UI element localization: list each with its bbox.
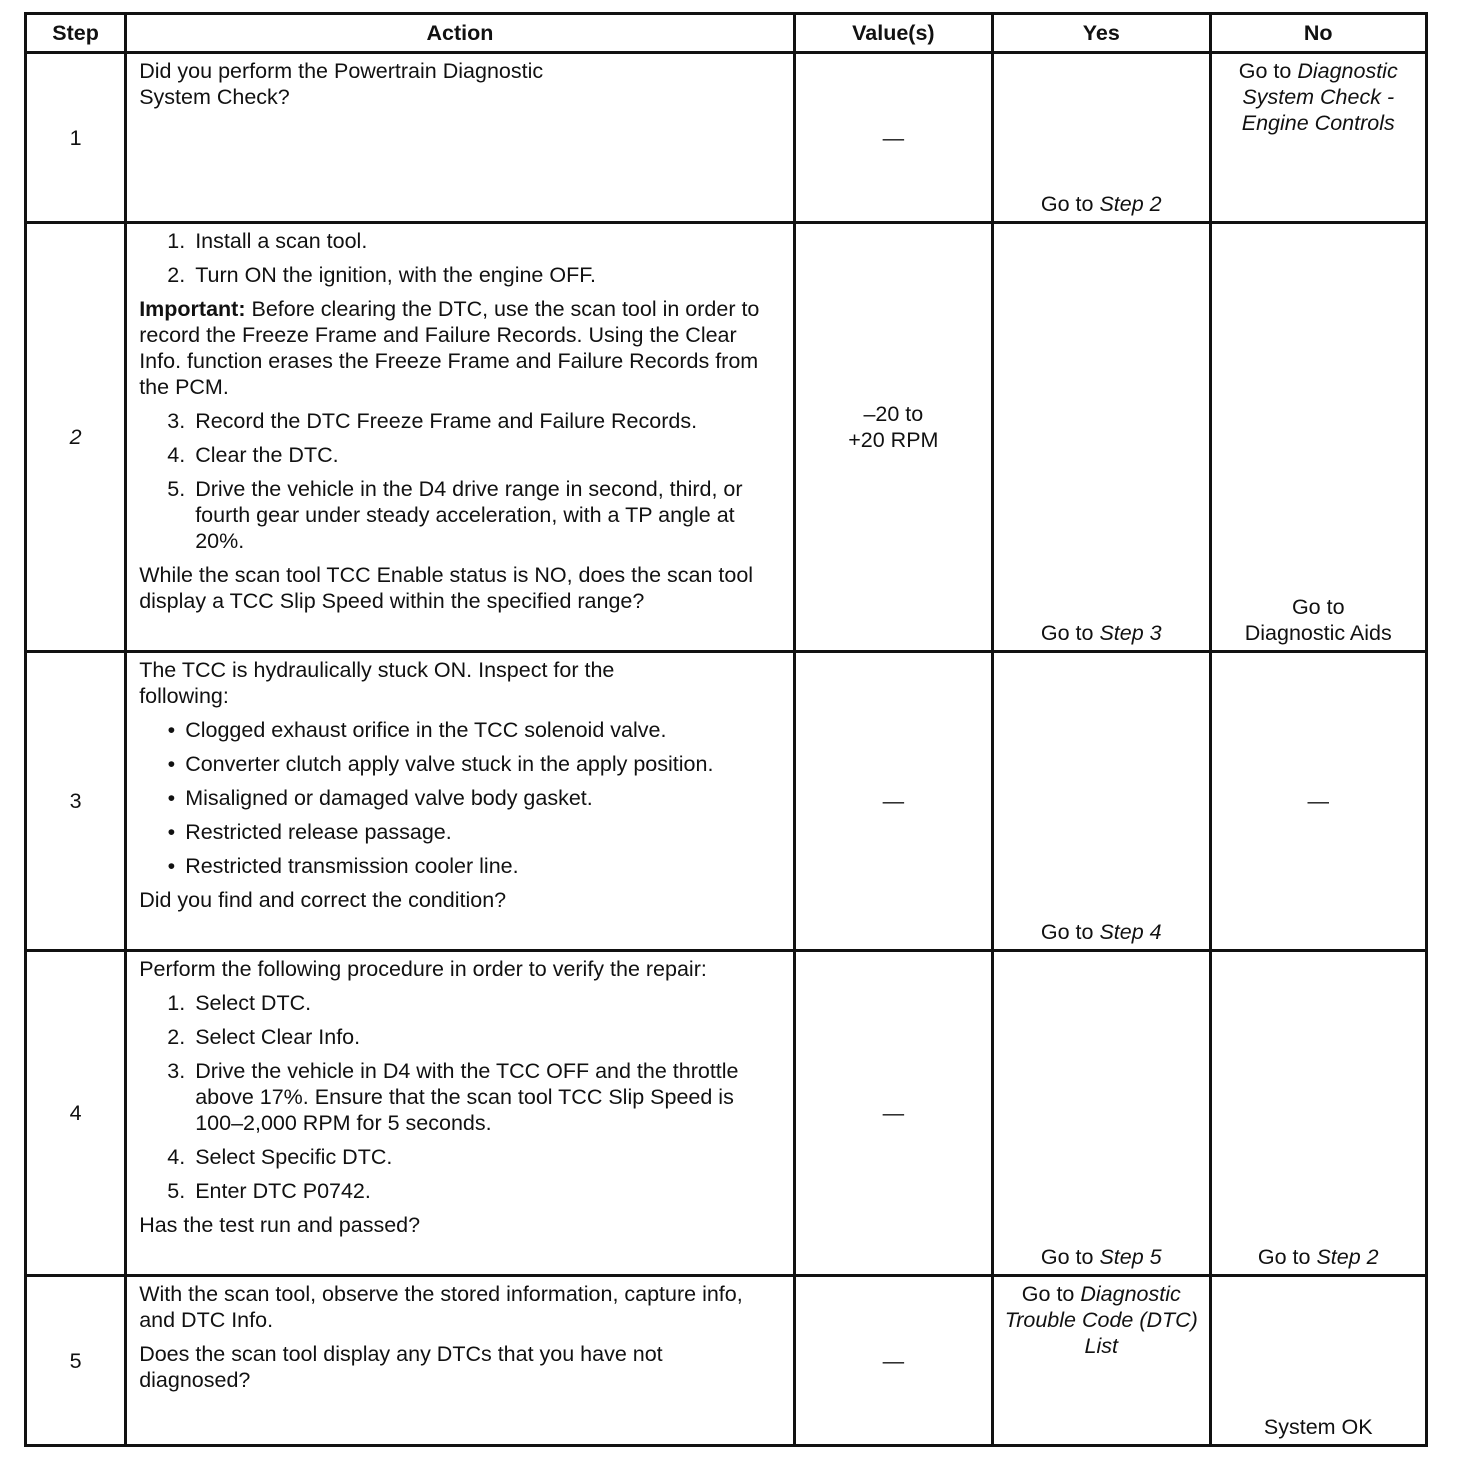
no-cell (1210, 223, 1427, 652)
action-intro: The TCC is hydraulically stuck ON. Inspect for the following: (139, 658, 615, 708)
table-row (26, 652, 1427, 951)
value-cell: — (794, 652, 992, 951)
list-item: 4. Clear the DTC. (167, 443, 339, 467)
action-question: Did you perform the Powertrain Diagnostic System Check? (139, 59, 544, 109)
list-item: 3. Record the DTC Freeze Frame and Failure Records. (167, 409, 698, 433)
list-item: • Converter clutch apply valve stuck in the apply position. (167, 752, 714, 776)
inspection-list (139, 717, 782, 879)
no-value: — (1307, 789, 1329, 813)
header-step: Step (26, 14, 126, 53)
list-item: • Restricted release passage. (167, 820, 452, 844)
list-item: 3. Drive the vehicle in D4 with the TCC OFF and the throttle above 17%. Ensure that the scan tool TCC Slip Speed is 100–2,000 RPM for 5 seconds. (167, 1059, 739, 1135)
table-row (26, 223, 1427, 652)
header-no: No (1210, 14, 1427, 53)
procedure-list (139, 228, 782, 288)
list-item: • Misaligned or damaged valve body gasket. (167, 786, 593, 810)
value-cell: — (794, 1276, 992, 1446)
step-number: 3 (26, 652, 126, 951)
no-cell (1210, 652, 1427, 951)
list-item: 1. Select DTC. (167, 991, 312, 1015)
procedure-list (139, 408, 782, 554)
table-row (26, 951, 1427, 1276)
action-cell (126, 951, 794, 1276)
action-question: Does the scan tool display any DTCs that you have not diagnosed? (139, 1342, 663, 1392)
table-row (26, 53, 1427, 223)
list-item: • Clogged exhaust orifice in the TCC solenoid valve. (167, 718, 667, 742)
table-row (26, 1276, 1427, 1446)
yes-cell (993, 652, 1210, 951)
action-cell (126, 223, 794, 652)
list-item: 4. Select Specific DTC. (167, 1145, 393, 1169)
action-intro: With the scan tool, observe the stored information, capture info, and DTC Info. (139, 1282, 743, 1332)
yes-cell (993, 53, 1210, 223)
no-cell (1210, 1276, 1427, 1446)
header-row (26, 14, 1427, 53)
yes-cell (993, 951, 1210, 1276)
value-cell: — (794, 951, 992, 1276)
diagnostic-table (24, 12, 1428, 1447)
no-reference: Go to Diagnostic Aids (1244, 595, 1392, 645)
no-cell (1210, 53, 1427, 223)
yes-reference: Go to Step 4 (1040, 920, 1162, 944)
list-item: 1. Install a scan tool. (167, 229, 368, 253)
list-item: 5. Enter DTC P0742. (167, 1179, 371, 1203)
yes-cell (993, 1276, 1210, 1446)
action-question: Did you find and correct the condition? (139, 888, 507, 912)
list-item: 2. Turn ON the ignition, with the engine OFF. (167, 263, 596, 287)
value-cell: — (794, 53, 992, 223)
yes-cell (993, 223, 1210, 652)
no-cell (1210, 951, 1427, 1276)
header-yes: Yes (993, 14, 1210, 53)
action-question: While the scan tool TCC Enable status is NO, does the scan tool display a TCC Slip Speed within the specified range? (139, 563, 754, 613)
yes-reference: Go to Diagnostic Trouble Code (DTC) List (1004, 1282, 1198, 1358)
yes-reference: Go to Step 2 (1040, 192, 1162, 216)
header-values: Value(s) (794, 14, 992, 53)
header-action: Action (126, 14, 794, 53)
yes-reference: Go to Step 3 (1040, 621, 1162, 645)
yes-reference: Go to Step 5 (1040, 1245, 1162, 1269)
step-number: 2 (26, 223, 126, 652)
action-intro: Perform the following procedure in order to verify the repair: (139, 957, 707, 981)
list-item: 5. Drive the vehicle in the D4 drive range in second, third, or fourth gear under steady acceleration, with a TP angle at 20%. (167, 477, 743, 553)
step-number: 4 (26, 951, 126, 1276)
list-item: • Restricted transmission cooler line. (167, 854, 519, 878)
action-cell (126, 53, 794, 223)
action-question: Has the test run and passed? (139, 1213, 421, 1237)
no-reference: Go to Step 2 (1257, 1245, 1379, 1269)
important-note: Important: Before clearing the DTC, use the scan tool in order to record the Freeze Frame and Failure Records. Using the Clear Info. function erases the Freeze Frame and Failure Records from the PCM. (139, 297, 760, 399)
no-reference: Go to Diagnostic System Check - Engine Controls (1238, 59, 1398, 135)
list-item: 2. Select Clear Info. (167, 1025, 361, 1049)
step-number: 1 (26, 53, 126, 223)
procedure-list (139, 990, 782, 1204)
action-cell (126, 1276, 794, 1446)
step-number: 5 (26, 1276, 126, 1446)
value-range: –20 to +20 RPM (848, 402, 939, 452)
action-cell (126, 652, 794, 951)
value-cell (794, 223, 992, 652)
no-value: System OK (1263, 1415, 1373, 1439)
